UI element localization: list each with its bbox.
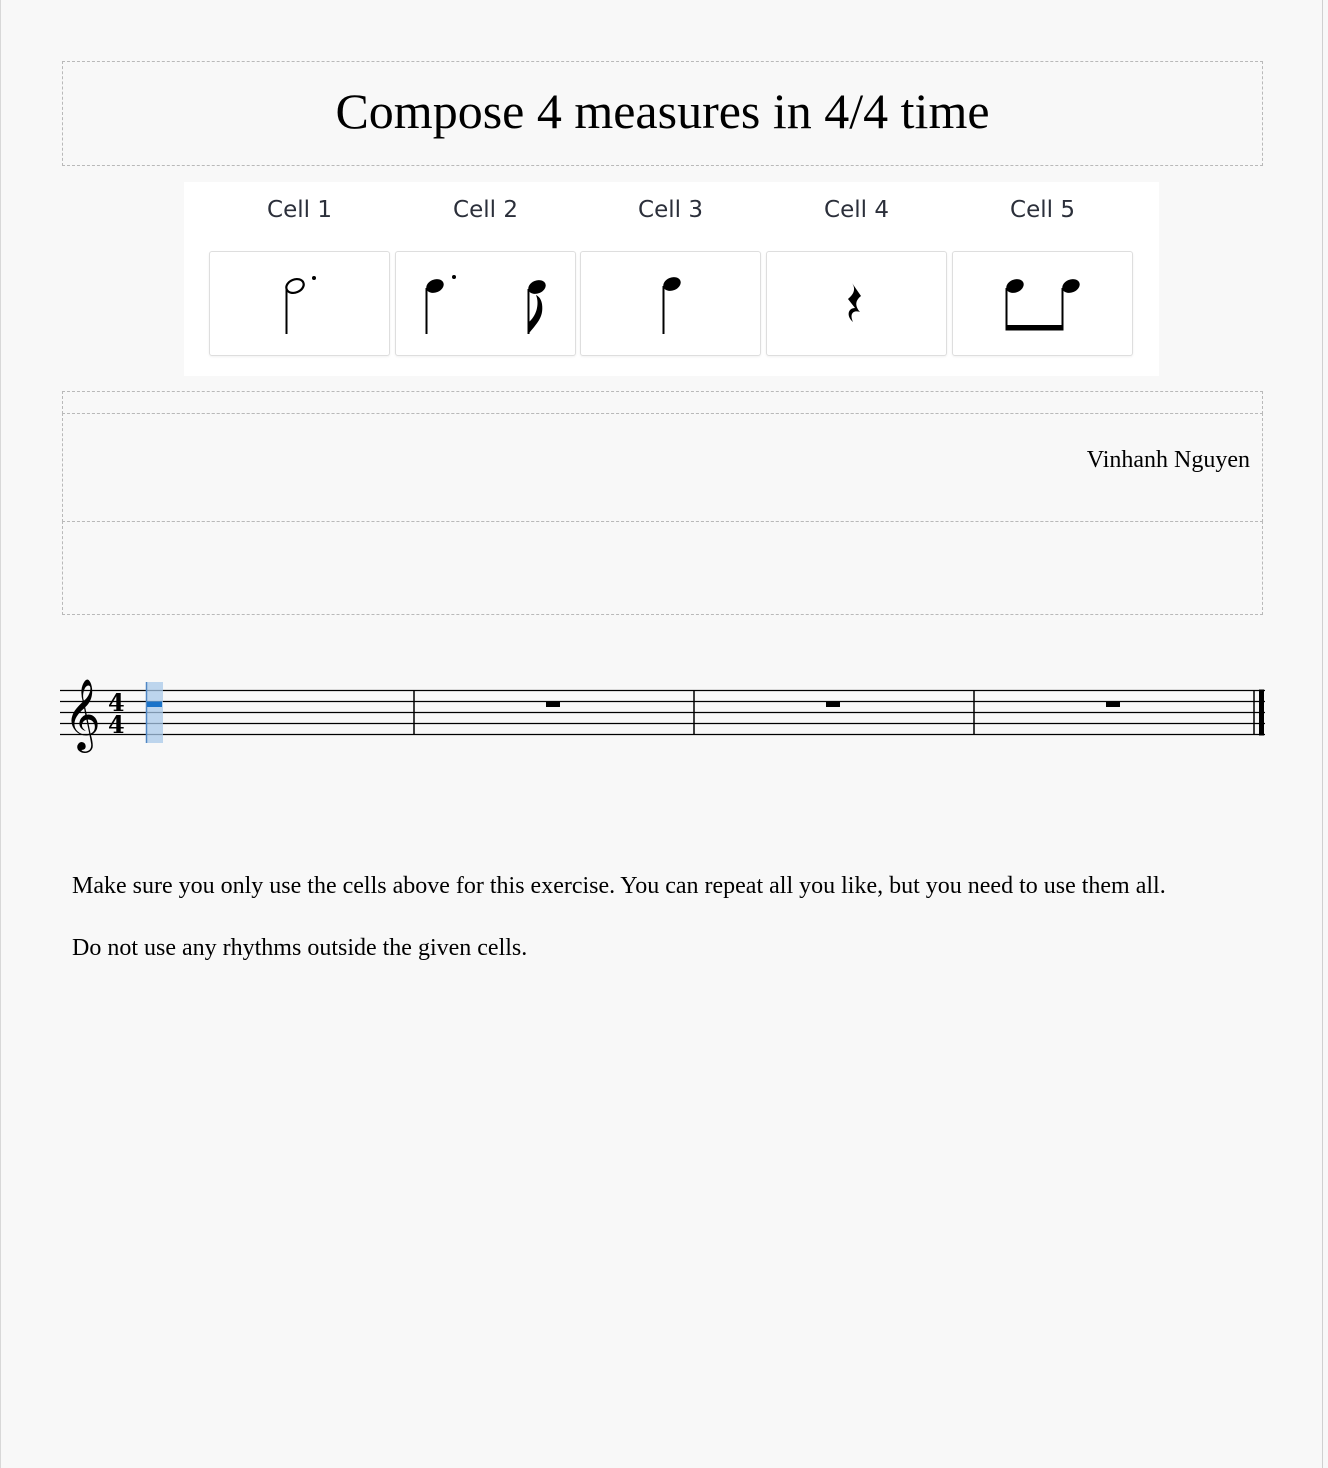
staff-lines [60, 691, 1265, 735]
music-staff[interactable] [60, 670, 1270, 775]
cell-3-card[interactable] [580, 251, 761, 356]
instruction-line-2: Do not use any rhythms outside the given cells. [72, 935, 528, 961]
selection-highlight [146, 682, 163, 743]
beamed-eighth-notes-icon [953, 252, 1134, 357]
whole-rest-selected[interactable] [147, 702, 162, 708]
cell-5-label: Cell 5 [1010, 197, 1075, 223]
cell-3-label: Cell 3 [638, 197, 703, 223]
dotted-half-note-icon [210, 252, 391, 357]
cell-5-card[interactable] [952, 251, 1133, 356]
time-signature[interactable] [108, 688, 125, 739]
score-composer-frame[interactable] [62, 413, 1263, 522]
cell-2-label: Cell 2 [453, 197, 518, 223]
treble-clef-icon: 𝄞 [64, 677, 101, 750]
cell-1-label: Cell 1 [267, 197, 332, 223]
cell-1-card[interactable] [209, 251, 390, 356]
dotted-quarter-eighth-icon [396, 252, 577, 357]
title-frame[interactable] [62, 61, 1263, 166]
score-lyricist-frame[interactable] [62, 521, 1263, 615]
page-left-border [0, 0, 1, 1468]
quarter-note-icon [581, 252, 762, 357]
whole-rest-measure-3[interactable] [826, 702, 840, 708]
time-signature-bottom: 4 [108, 710, 125, 739]
composer-name: Vinhanh Nguyen [1086, 447, 1250, 473]
measure-1[interactable] [146, 682, 163, 743]
cell-4-label: Cell 4 [824, 197, 889, 223]
whole-rest-measure-4[interactable] [1106, 702, 1120, 708]
instruction-line-1: Make sure you only use the cells above for this exercise. You can repeat all you like, but you need to use them all. [72, 873, 1166, 899]
page-title: Compose 4 measures in 4/4 time [335, 82, 990, 139]
score-subtitle-frame[interactable] [62, 391, 1263, 414]
page-right-border [1322, 0, 1323, 1468]
quarter-rest-icon [767, 252, 948, 357]
cell-4-card[interactable] [766, 251, 947, 356]
time-signature-top: 4 [108, 688, 125, 717]
whole-rest-measure-2[interactable] [546, 702, 560, 708]
cell-2-card[interactable] [395, 251, 576, 356]
